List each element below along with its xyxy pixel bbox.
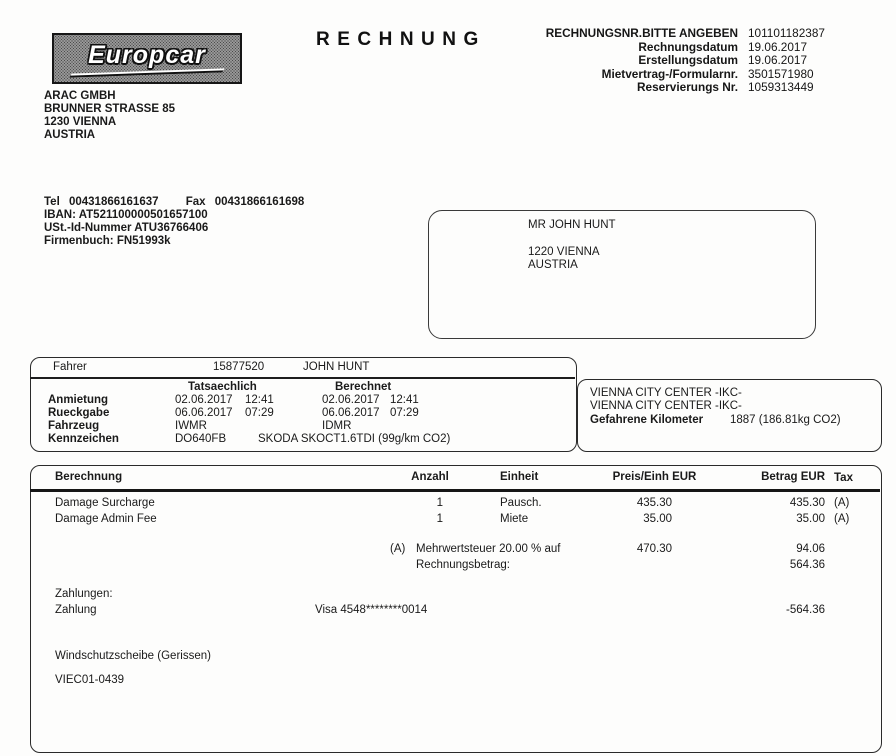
pickup-date-actual: 02.06.2017 xyxy=(175,394,233,406)
pickup-station: VIENNA CITY CENTER -IKC- xyxy=(590,387,742,399)
driver-number: 15877520 xyxy=(213,361,265,373)
customer-name: MR JOHN HUNT xyxy=(528,219,616,231)
contact-vat-id: USt.-Id-Nummer ATU36766406 xyxy=(44,222,209,234)
rental-row-label: Kennzeichen xyxy=(48,433,119,445)
header-unit: Einheit xyxy=(500,471,539,483)
vehicle-model: SKODA SKOCT1.6TDI (99g/km CO2) xyxy=(258,433,451,445)
contact-tel-fax-line xyxy=(44,196,304,208)
item-amount: 435.30 xyxy=(789,497,825,509)
rental-row-label: Rueckgabe xyxy=(48,407,110,419)
reference-code: VIEC01-0439 xyxy=(55,674,125,686)
rental-row-label: Anmietung xyxy=(48,394,109,406)
kilometers-value: 1887 (186.81kg CO2) xyxy=(730,414,841,426)
damage-note: Windschutzscheibe (Gerissen) xyxy=(55,650,211,662)
rental-row-label: Fahrzeug xyxy=(48,420,100,432)
header-description: Berechnung xyxy=(55,471,123,483)
license-plate: DO640FB xyxy=(175,433,227,445)
item-unit-price: 435.30 xyxy=(636,497,672,509)
return-date-actual: 06.06.2017 xyxy=(175,407,233,419)
return-date-calculated: 06.06.2017 xyxy=(322,407,380,419)
item-tax-code: (A) xyxy=(834,513,850,525)
europcar-logo-text: Europcar xyxy=(88,41,206,69)
sender-street: BRUNNER STRASSE 85 xyxy=(44,103,175,115)
meta-label-invoice-number: RECHNUNGSNR.BITTE ANGEBEN xyxy=(545,26,738,40)
kilometers-label: Gefahrene Kilometer xyxy=(590,414,704,426)
meta-label-invoice-date: Rechnungsdatum xyxy=(638,39,738,54)
payment-label: Zahlung xyxy=(55,604,97,616)
contact-iban: IBAN: AT521100000501657100 xyxy=(44,209,208,221)
fax-label: Fax xyxy=(185,196,206,208)
meta-value-invoice-date: 19.06.2017 xyxy=(748,39,808,54)
sender-name: ARAC GMBH xyxy=(44,90,116,102)
column-header-actual: Tatsaechlich xyxy=(188,381,257,393)
tel-label: Tel xyxy=(44,196,60,208)
meta-value-invoice-number: 101101182387 xyxy=(748,26,825,40)
vat-base: 470.30 xyxy=(636,543,672,555)
column-header-calculated: Berechnet xyxy=(335,381,392,393)
vat-label: Mehrwertsteuer 20.00 % auf xyxy=(416,543,561,555)
item-unit: Miete xyxy=(500,513,529,525)
dropoff-station: VIENNA CITY CENTER -IKC- xyxy=(590,400,742,412)
meta-value-creation-date: 19.06.2017 xyxy=(748,53,808,67)
customer-country: AUSTRIA xyxy=(528,259,578,271)
meta-label-creation-date: Erstellungsdatum xyxy=(638,53,738,67)
tel-number: 00431866161637 xyxy=(68,196,159,208)
item-unit-price: 35.00 xyxy=(643,513,672,525)
item-amount: 35.00 xyxy=(796,513,825,525)
meta-label-reservation-number: Reservierungs Nr. xyxy=(637,80,738,94)
item-unit: Pausch. xyxy=(500,497,542,509)
europcar-logo xyxy=(52,33,242,84)
sender-country: AUSTRIA xyxy=(44,129,96,141)
payment-method: Visa 4548********0014 xyxy=(315,604,428,616)
item-description: Damage Surcharge xyxy=(55,497,155,509)
header-quantity: Anzahl xyxy=(411,471,449,483)
meta-value-contract-number: 3501571980 xyxy=(748,66,814,81)
item-tax-code: (A) xyxy=(834,497,850,509)
customer-city: 1220 VIENNA xyxy=(528,246,600,258)
return-time-actual: 07:29 xyxy=(245,407,274,419)
header-amount: Betrag EUR xyxy=(761,471,825,483)
header-unit-price: Preis/Einh EUR xyxy=(612,471,697,483)
driver-label: Fahrer xyxy=(53,361,87,373)
return-time-calculated: 07:29 xyxy=(390,407,419,419)
item-quantity: 1 xyxy=(436,513,443,525)
pickup-date-calculated: 02.06.2017 xyxy=(322,394,380,406)
payments-label: Zahlungen: xyxy=(55,588,113,600)
sender-city: 1230 VIENNA xyxy=(44,116,117,128)
customer-address-box xyxy=(428,210,816,339)
meta-label-contract-number: Mietvertrag-/Formularnr. xyxy=(601,66,738,81)
item-quantity: 1 xyxy=(436,497,443,509)
vat-code: (A) xyxy=(390,543,406,555)
pickup-time-calculated: 12:41 xyxy=(390,394,419,406)
item-description: Damage Admin Fee xyxy=(55,513,157,525)
total-amount: 564.36 xyxy=(789,559,825,571)
vehicle-code-calculated: IDMR xyxy=(322,420,352,432)
charges-header-separator xyxy=(30,489,880,492)
header-tax: Tax xyxy=(834,472,853,484)
vat-amount: 94.06 xyxy=(796,543,825,555)
payment-amount: -564.36 xyxy=(785,604,825,616)
vehicle-code-actual: IWMR xyxy=(175,420,207,432)
total-label: Rechnungsbetrag: xyxy=(416,559,510,571)
driver-name: JOHN HUNT xyxy=(303,361,370,373)
fax-number: 00431866161698 xyxy=(214,196,305,208)
meta-value-reservation-number: 1059313449 xyxy=(748,80,814,94)
driver-header-separator xyxy=(30,377,575,379)
pickup-time-actual: 12:41 xyxy=(245,394,274,406)
contact-register: Firmenbuch: FN51993k xyxy=(44,235,171,247)
document-title: RECHNUNG xyxy=(316,29,486,50)
